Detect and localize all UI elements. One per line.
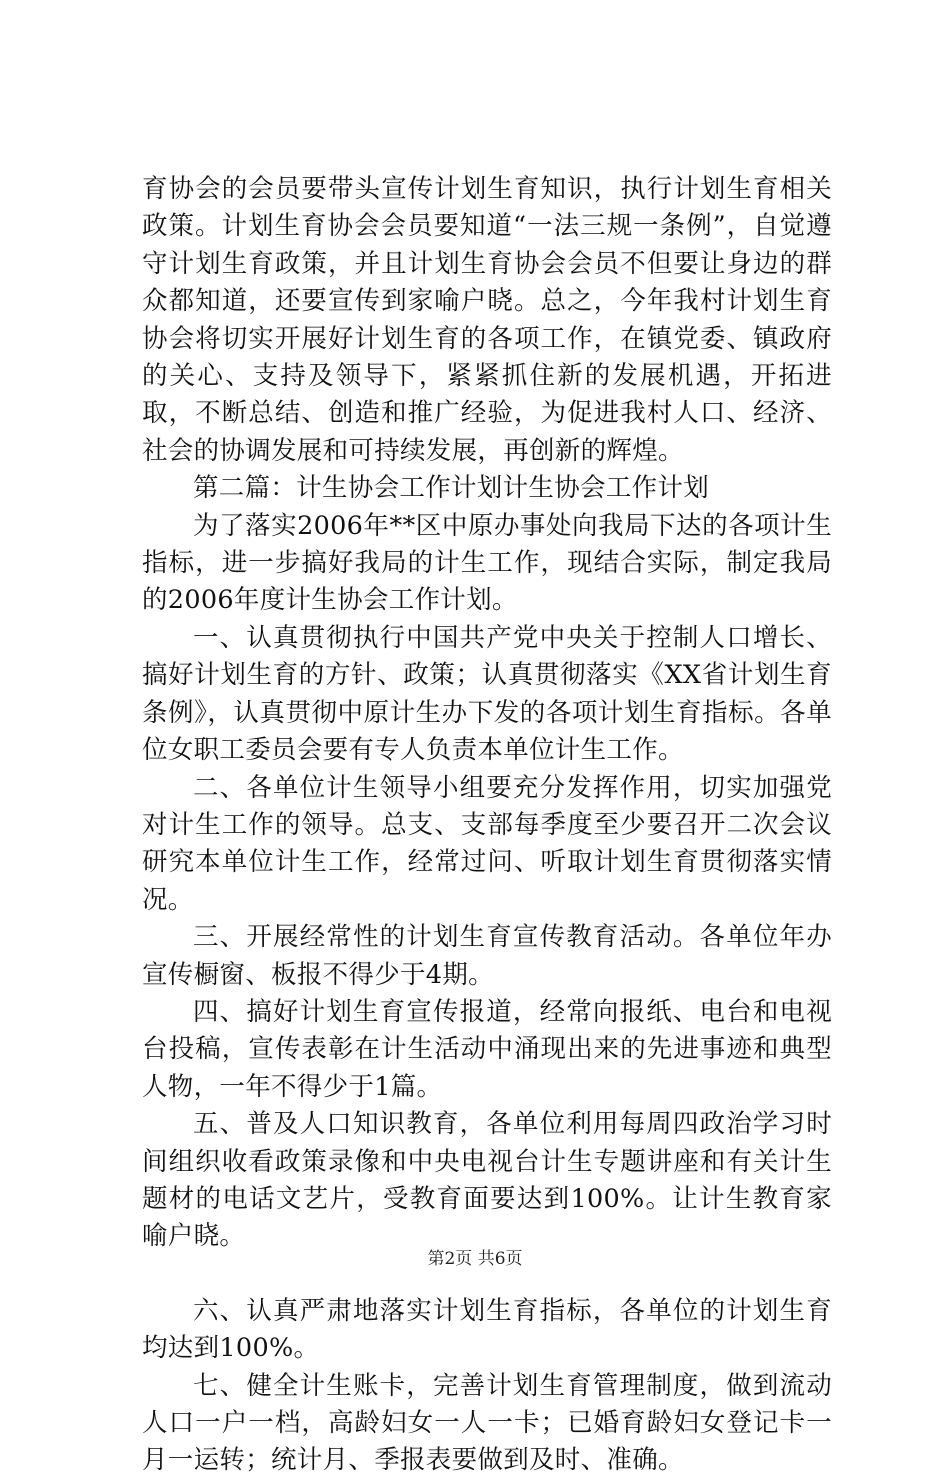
paragraph-item-4: 四、搞好计划生育宣传报道，经常向报纸、电台和电视台投稿，宣传表彰在计生活动中涌现出来的先进事迹和典型人物，一年不得少于1篇。 [142,996,832,1102]
paragraph-item-1: 一、认真贯彻执行中国共产党中央关于控制人口增长、搞好计划生育的方针、政策；认真贯彻落实《XX省计划生育条例》，认真贯彻中原计生办下发的各项计划生育指标。各单位女职工委员会要有专人负责本单位计生工作。 [142,622,832,766]
paragraph-item-2: 二、各单位计生领导小组要充分发挥作用，切实加强党对计生工作的领导。总支、支部每季度至少要召开二次会议研究本单位计生工作，经常过问、听取计划生育贯彻落实情况。 [142,772,832,915]
paragraph-intro: 为了落实2006年**区中原办事处向我局下达的各项计生指标，进一步搞好我局的计生工作，现结合实际，制定我局的2006年度计生协会工作计划。 [142,510,832,616]
paragraph-item-7: 七、健全计生账卡，完善计划生育管理制度，做到流动人口一户一档，高龄妇女一人一卡；已婚育龄妇女登记卡一月一运转；统计月、季报表要做到及时、准确。 [142,1370,832,1476]
section-heading: 第二篇：计生协会工作计划计生协会工作计划 [193,473,710,504]
paragraph-item-3: 三、开展经常性的计划生育宣传教育活动。各单位年办宣传橱窗、板报不得少于4期。 [142,922,832,990]
paragraph-item-5: 五、普及人口知识教育，各单位利用每周四政治学习时间组织收看政策录像和中央电视台计生专题讲座和有关计生题材的电话文艺片，受教育面要达到100%。让计生教育家喻户晓。 [142,1109,832,1252]
document-body [142,171,832,1480]
paragraph-item-6: 六、认真严肃地落实计划生育指标，各单位的计划生育均达到100%。 [142,1295,832,1364]
paragraph-continuation: 育协会的会员要带头宣传计划生育知识，执行计划生育相关政策。计划生育协会会员要知道“一法三规一条例”，自觉遵守计划生育政策，并且计划生育协会会员不但要让身边的群众都知道，还要宣传到家喻户晓。总之，今年我村计划生育协会将切实开展好计划生育的各项工作，在镇党委、镇政府的关心、支持及领导下，紧紧抓住新的发展机遇，开拓进取，不断总结、创造和推广经验，为促进我村人口、经济、社会的协调发展和可持续发展，再创新的辉煌。 [142,174,832,466]
page-number-footer: 第2页 共6页 [427,1249,523,1269]
